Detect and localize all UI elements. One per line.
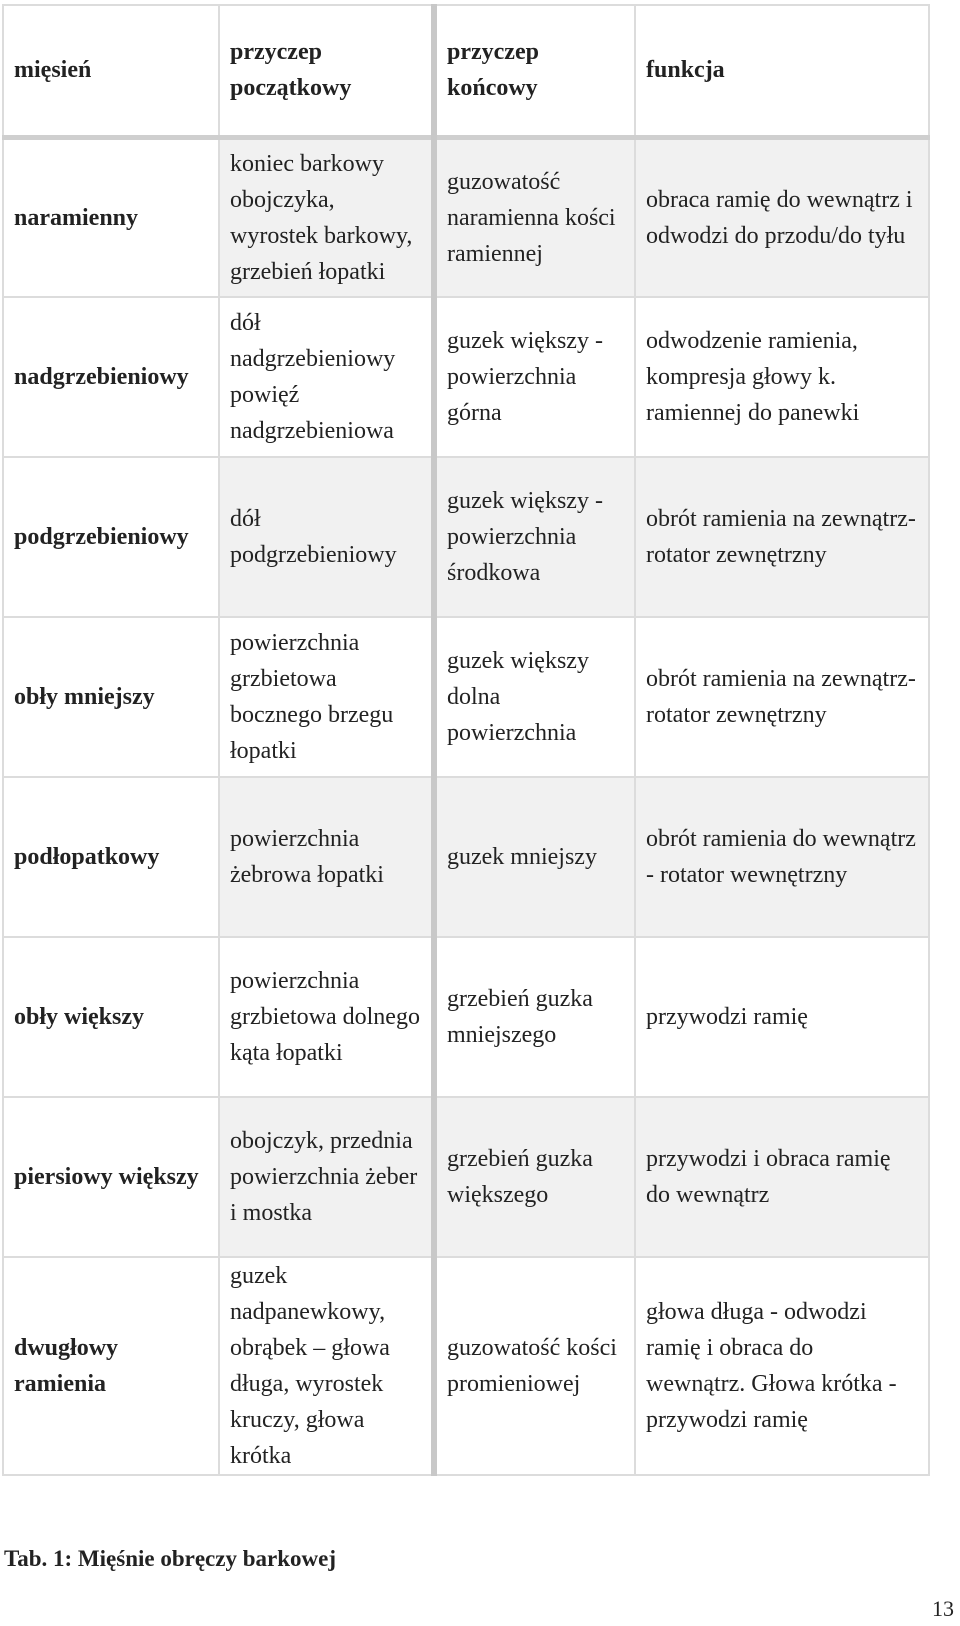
insertion-cell: guzek mniejszy — [434, 777, 635, 937]
header-row — [3, 5, 929, 137]
muscle-cell: naramienny — [3, 137, 219, 297]
muscle-cell: piersiowy większy — [3, 1097, 219, 1257]
muscles-table — [2, 4, 930, 1476]
table-row — [3, 937, 929, 1097]
insertion-cell: guzowatość kości promieniowej — [434, 1257, 635, 1475]
header-origin: przyczep początkowy — [219, 5, 434, 137]
insertion-cell: guzek większy - powierzchnia górna — [434, 297, 635, 457]
function-cell: obrót ramienia na zewnątrz-rotator zewnętrzny — [635, 617, 929, 777]
origin-cell: koniec barkowy obojczyka, wyrostek barkowy, grzebień łopatki — [219, 137, 434, 297]
function-cell: obrót ramienia na zewnątrz-rotator zewnętrzny — [635, 457, 929, 617]
muscle-cell: podłopatkowy — [3, 777, 219, 937]
insertion-cell: guzek większy dolna powierzchnia — [434, 617, 635, 777]
table-row — [3, 1097, 929, 1257]
origin-cell: powierzchnia żebrowa łopatki — [219, 777, 434, 937]
muscle-cell: obły mniejszy — [3, 617, 219, 777]
insertion-cell: grzebień guzka mniejszego — [434, 937, 635, 1097]
table-row — [3, 457, 929, 617]
origin-cell: guzek nadpanewkowy, obrąbek – głowa długa, wyrostek kruczy, głowa krótka — [219, 1257, 434, 1475]
table-caption: Tab. 1: Mięśnie obręczy barkowej — [4, 1546, 336, 1571]
function-cell: głowa długa - odwodzi ramię i obraca do wewnątrz. Głowa krótka - przywodzi ramię — [635, 1257, 929, 1475]
muscle-cell: nadgrzebieniowy — [3, 297, 219, 457]
origin-cell: dół nadgrzebieniowy powięź nadgrzebieniowa — [219, 297, 434, 457]
table-row — [3, 617, 929, 777]
function-cell: odwodzenie ramienia, kompresja głowy k. ramiennej do panewki — [635, 297, 929, 457]
function-cell: obrót ramienia do wewnątrz - rotator wewnętrzny — [635, 777, 929, 937]
insertion-cell: guzowatość naramienna kości ramiennej — [434, 137, 635, 297]
header-function: funkcja — [635, 5, 929, 137]
muscle-cell: obły większy — [3, 937, 219, 1097]
origin-cell: powierzchnia grzbietowa dolnego kąta łopatki — [219, 937, 434, 1097]
function-cell: przywodzi ramię — [635, 937, 929, 1097]
table-row — [3, 137, 929, 297]
header-muscle: mięsień — [3, 5, 219, 137]
origin-cell: powierzchnia grzbietowa bocznego brzegu łopatki — [219, 617, 434, 777]
table-row — [3, 297, 929, 457]
header-insertion: przyczep końcowy — [434, 5, 635, 137]
insertion-cell: grzebień guzka większego — [434, 1097, 635, 1257]
page-number: 13 — [932, 1596, 954, 1621]
table-row — [3, 1257, 929, 1475]
function-cell: obraca ramię do wewnątrz i odwodzi do przodu/do tyłu — [635, 137, 929, 297]
origin-cell: obojczyk, przednia powierzchnia żeber i mostka — [219, 1097, 434, 1257]
insertion-cell: guzek większy - powierzchnia środkowa — [434, 457, 635, 617]
function-cell: przywodzi i obraca ramię do wewnątrz — [635, 1097, 929, 1257]
origin-cell: dół podgrzebieniowy — [219, 457, 434, 617]
muscle-cell: podgrzebieniowy — [3, 457, 219, 617]
muscle-cell: dwugłowy ramienia — [3, 1257, 219, 1475]
table-row — [3, 777, 929, 937]
